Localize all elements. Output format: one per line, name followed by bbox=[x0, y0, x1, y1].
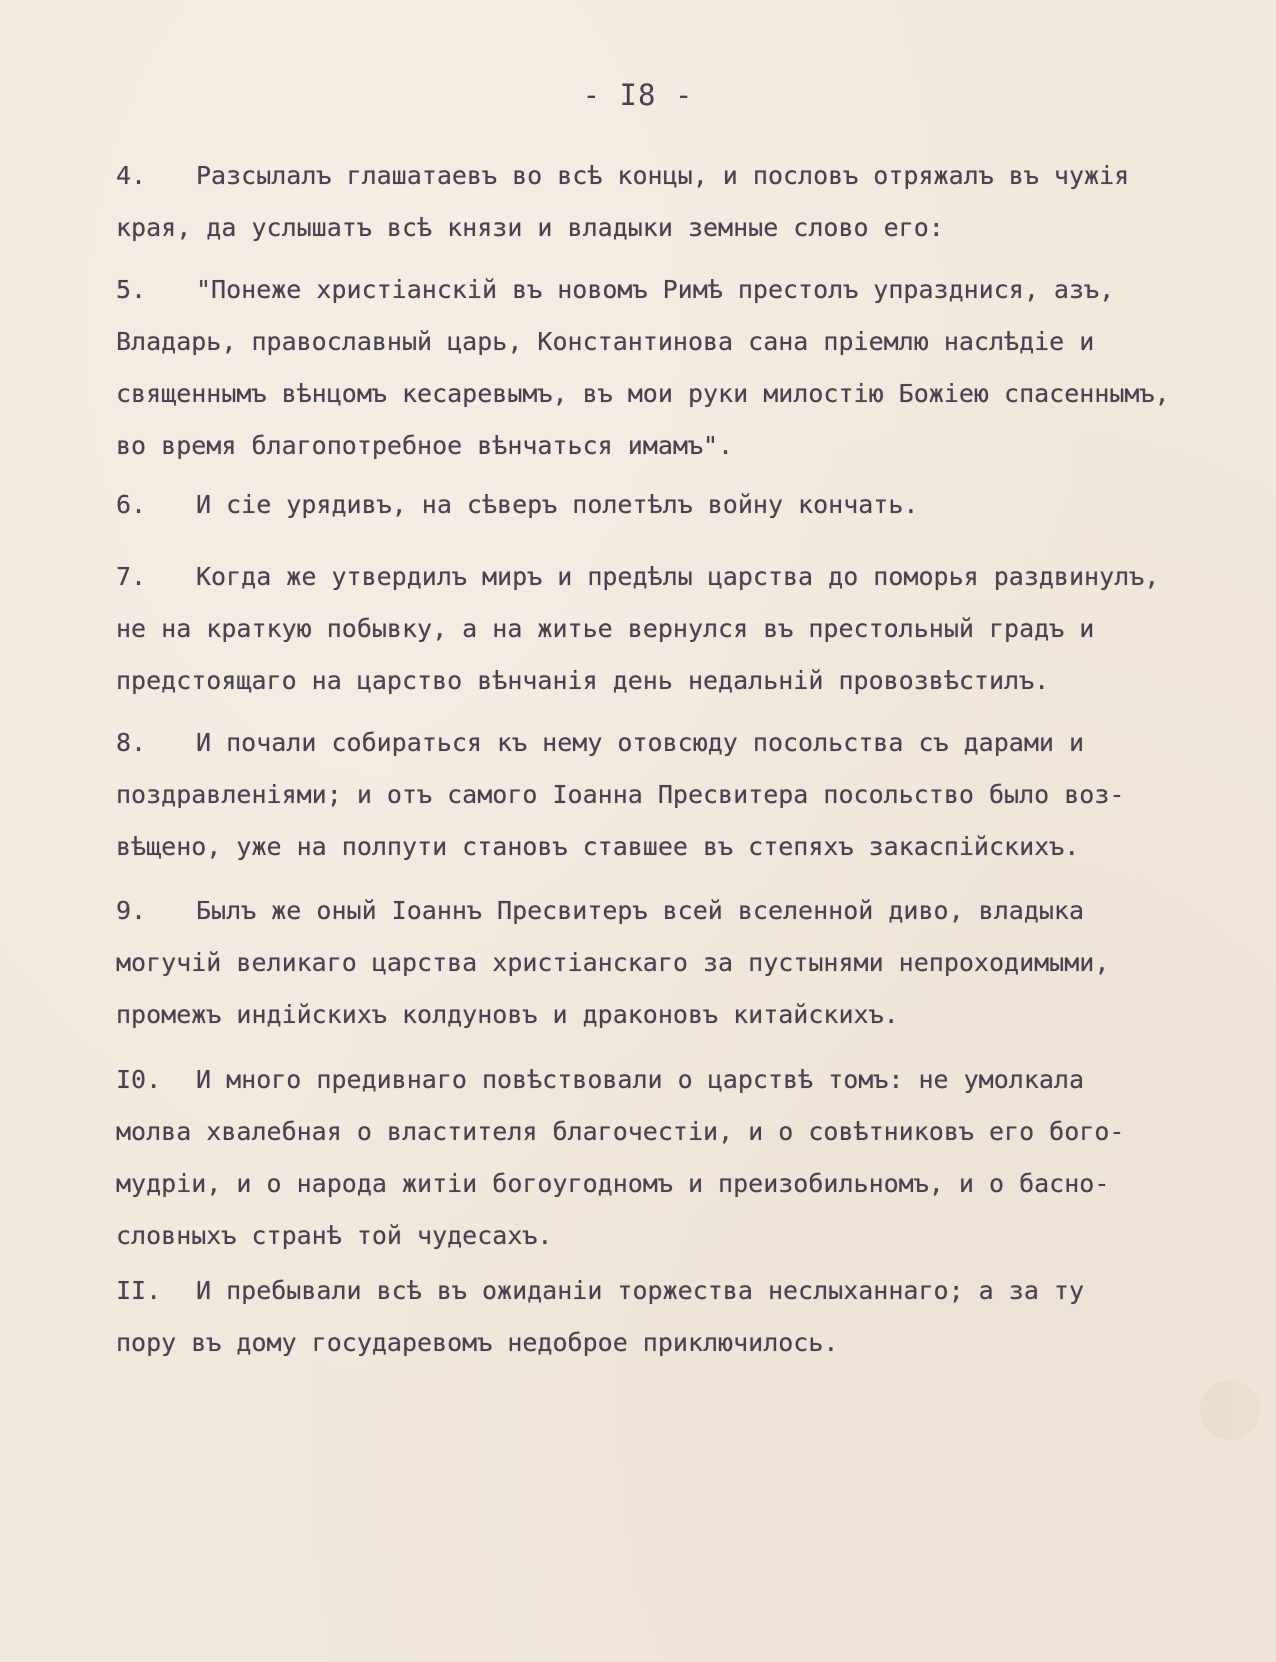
paragraph-line bbox=[116, 885, 1256, 937]
line-text: мудріи, и о народа житіи богоугодномъ и преизобильномъ, и о басно- bbox=[116, 1169, 1110, 1198]
paragraph-number: 5. bbox=[116, 275, 147, 304]
line-text: "Понеже христіанскій въ новомъ Римѣ престолъ упразднися, азъ, bbox=[196, 275, 1115, 304]
paragraph-number: 8. bbox=[116, 728, 147, 757]
paper-stain bbox=[1200, 1380, 1260, 1440]
paragraph-number: 7. bbox=[116, 562, 147, 591]
line-text: промежъ индійскихъ колдуновъ и драконовъ китайскихъ. bbox=[116, 1000, 899, 1029]
paragraph-number: 6. bbox=[116, 490, 147, 519]
line-text: не на краткую побывку, а на житье вернулся въ престольный градъ и bbox=[116, 614, 1095, 643]
line-text: Когда же утвердилъ миръ и предѣлы царства до поморья раздвинулъ, bbox=[196, 562, 1160, 591]
paragraph-number: 9. bbox=[116, 896, 147, 925]
line-text: И сіе урядивъ, на сѣверъ полетѣлъ войну кончать. bbox=[196, 490, 919, 519]
paragraph-11 bbox=[116, 1265, 1256, 1369]
line-text: поздравленіями; и отъ самого Іоанна Пресвитера посольство было воз- bbox=[116, 780, 1125, 809]
line-text: предстоящаго на царство вѣнчанія день недальній провозвѣстилъ. bbox=[116, 666, 1050, 695]
paragraph-number: 4. bbox=[116, 161, 147, 190]
line-text: могучій великаго царства христіанскаго за пустынями непроходимыми, bbox=[116, 948, 1110, 977]
line-text: Былъ же оный Іоаннъ Пресвитеръ всей вселенной диво, владыка bbox=[196, 896, 1085, 925]
paragraph-number: II. bbox=[116, 1276, 162, 1305]
page-number: - I8 - bbox=[582, 78, 694, 112]
paragraph-10 bbox=[116, 1054, 1256, 1262]
paragraph-6 bbox=[116, 479, 1256, 531]
line-text: словныхъ странѣ той чудесахъ. bbox=[116, 1221, 553, 1250]
paragraph-line bbox=[116, 717, 1256, 769]
line-text: во время благопотребное вѣнчаться имамъ". bbox=[116, 431, 734, 460]
paragraph-line bbox=[116, 1054, 1256, 1106]
line-text: Разсылалъ глашатаевъ во всѣ концы, и пословъ отряжалъ въ чужія bbox=[196, 161, 1130, 190]
line-text: пору въ дому государевомъ недоброе приключилось. bbox=[116, 1328, 839, 1357]
paragraph-line bbox=[116, 264, 1256, 316]
paragraph-number: I0. bbox=[116, 1065, 162, 1094]
paragraph-4 bbox=[116, 150, 1256, 254]
line-text: края, да услышатъ всѣ князи и владыки земные слово его: bbox=[116, 213, 944, 242]
paragraph-7 bbox=[116, 551, 1256, 707]
line-text: И много предивнаго повѣствовали о царствѣ томъ: не умолкала bbox=[196, 1065, 1085, 1094]
line-text: И почали собираться къ нему отовсюду посольства съ дарами и bbox=[196, 728, 1085, 757]
paragraph-line bbox=[116, 150, 1256, 202]
paragraph-9 bbox=[116, 885, 1256, 1041]
line-text: И пребывали всѣ въ ожиданіи торжества неслыханнаго; а за ту bbox=[196, 1276, 1085, 1305]
paragraph-line bbox=[116, 551, 1256, 603]
paragraph-5 bbox=[116, 264, 1256, 472]
line-text: священнымъ вѣнцомъ кесаревымъ, въ мои руки милостію Божіею спасеннымъ, bbox=[116, 379, 1170, 408]
paragraph-line bbox=[116, 1265, 1256, 1317]
line-text: Владарь, православный царь, Константинова сана пріемлю наслѣдіе и bbox=[116, 327, 1095, 356]
paragraph-line bbox=[116, 479, 1256, 531]
paragraph-8 bbox=[116, 717, 1256, 873]
line-text: вѣщено, уже на полпути становъ ставшее въ степяхъ закаспійскихъ. bbox=[116, 832, 1080, 861]
line-text: молва хвалебная о властителя благочестіи, и о совѣтниковъ его бого- bbox=[116, 1117, 1125, 1146]
